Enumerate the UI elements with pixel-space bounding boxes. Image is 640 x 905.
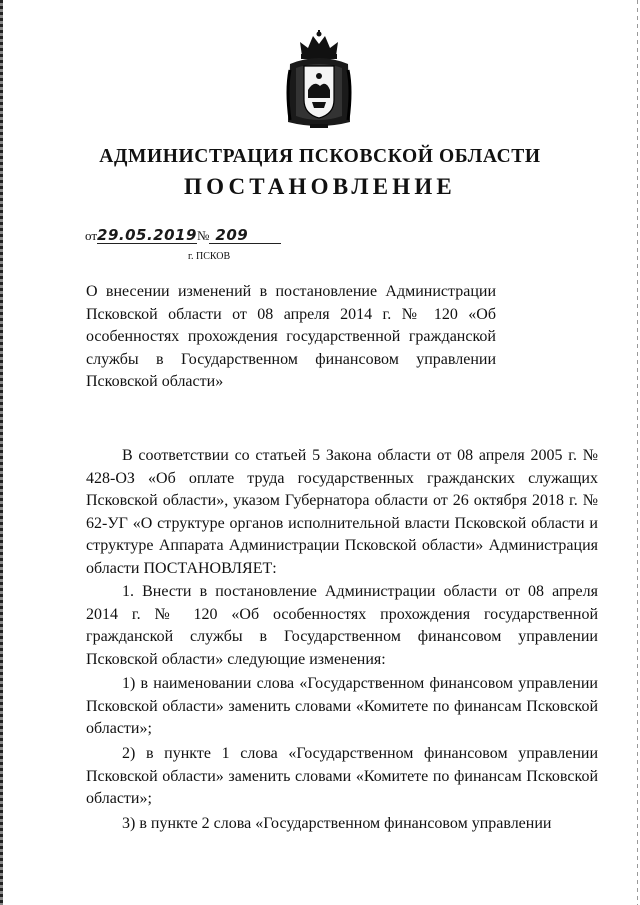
number-prefix: № — [197, 228, 210, 243]
number-field — [209, 228, 281, 244]
handwritten-number: 209 — [215, 226, 249, 244]
pskov-coat-of-arms-icon — [284, 30, 354, 130]
date-field — [97, 228, 197, 244]
date-number-line — [85, 228, 281, 244]
date-prefix: от — [85, 228, 98, 243]
organization-title: АДМИНИСТРАЦИЯ ПСКОВСКОЙ ОБЛАСТИ — [99, 146, 541, 167]
subitem-2-paragraph: 2) в пункте 1 слова «Государственном финансовом управлении Псковской области» заменить словами «Комитете по финансам Псковской области»; — [86, 745, 598, 808]
city-label: г. ПСКОВ — [188, 251, 231, 262]
preamble-paragraph: В соответствии со статьей 5 Закона области от 08 апреля 2005 г. № 428-ОЗ «Об оплате труда государственных гражданских служащих Псковской области», указом Губернатора области от 26 октября 2018 г. № 62-УГ «О структуре органов исполнительной власти Псковской области и структуре Аппарата Администрации Псковской области» Администрация области ПОСТАНОВЛЯЕТ: — [86, 447, 598, 577]
scan-edge-left — [0, 0, 3, 905]
scan-edge-right — [637, 0, 638, 905]
document-type-title: ПОСТАНОВЛЕНИЕ — [184, 174, 456, 199]
subitem-1-paragraph: 1) в наименовании слова «Государственном финансовом управлении Псковской области» заменить словами «Комитете по финансам Псковской области»; — [86, 675, 598, 738]
item-1-paragraph: 1. Внести в постановление Администрации области от 08 апреля 2014 г. № 120 «Об особенностях прохождения государственной гражданской службы в Государственном финансовом управлении Псковской области» следующие изменения: — [86, 583, 598, 668]
subitem-3-paragraph: 3) в пункте 2 слова «Государственном финансовом управлении — [122, 815, 552, 832]
handwritten-date: 29.05.2019 — [97, 226, 197, 244]
document-subject: О внесении изменений в постановление Администрации Псковской области от 08 апреля 2014 г. № 120 «Об особенностях прохождения государственной гражданской службы в Государственном финансовом управлении Псковской области» — [86, 283, 496, 391]
